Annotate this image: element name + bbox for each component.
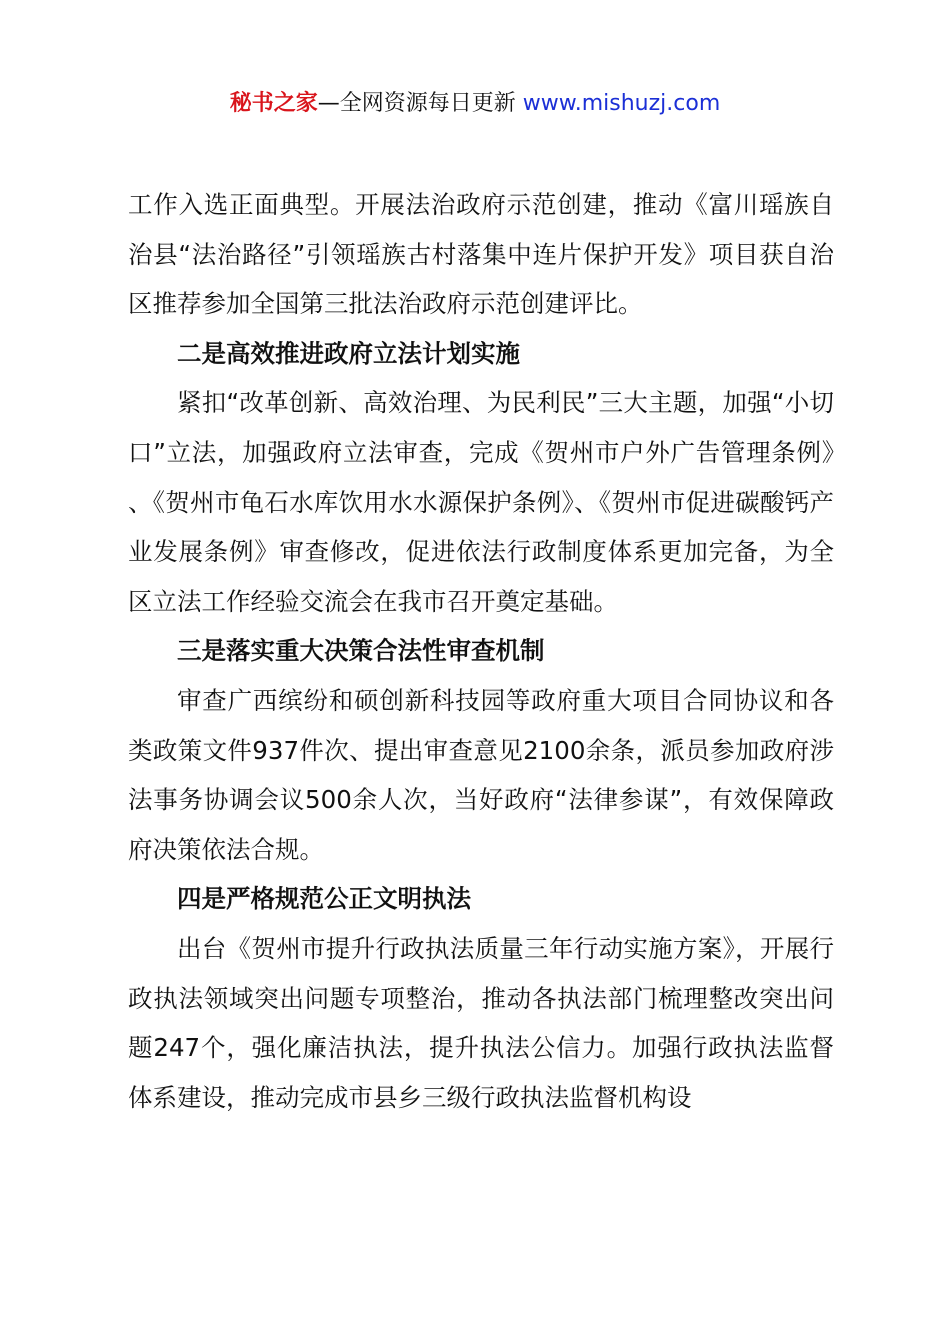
- site-url-link[interactable]: www.mishuzj.com: [522, 91, 721, 116]
- site-slogan: —全网资源每日更新: [317, 91, 516, 116]
- paragraph-intro: 工作入选正面典型。开展法治政府示范创建，推动《富川瑶族自治县“法治路径”引领瑶族古村落集中连片保护开发》项目获自治区推荐参加全国第三批法治政府示范创建评比。: [128, 190, 834, 319]
- section-heading-3: 三是落实重大决策合法性审查机制: [177, 636, 545, 666]
- section-heading-2: 二是高效推进政府立法计划实施: [177, 338, 520, 368]
- paragraph-decision-review: 审查广西缤纷和硕创新科技园等政府重大项目合同协议和各类政策文件937件次、提出审查意见2100余条，派员参加政府涉法事务协调会议500余人次，当好政府“法律参谋”，有效保障政府决策依法合规。: [128, 685, 834, 864]
- page-header: [0, 88, 950, 120]
- document-body: [128, 180, 834, 1122]
- section-heading-4: 四是严格规范公正文明执法: [177, 884, 471, 914]
- site-brand: 秘书之家: [229, 91, 318, 116]
- paragraph-law-enforcement: 出台《贺州市提升行政执法质量三年行动实施方案》，开展行政执法领域突出问题专项整治，推动各执法部门梳理整改突出问题247个，强化廉洁执法，提升执法公信力。加强行政执法监督体系建设，推动完成市县乡三级行政执法监督机构设: [128, 933, 834, 1112]
- paragraph-legislation: 紧扣“改革创新、高效治理、为民利民”三大主题，加强“小切口”立法，加强政府立法审查，完成《贺州市户外广告管理条例》、《贺州市龟石水库饮用水水源保护条例》、《贺州市促进碳酸钙产业发展条例》审查修改，促进依法行政制度体系更加完备，为全区立法工作经验交流会在我市召开奠定基础。: [128, 388, 834, 616]
